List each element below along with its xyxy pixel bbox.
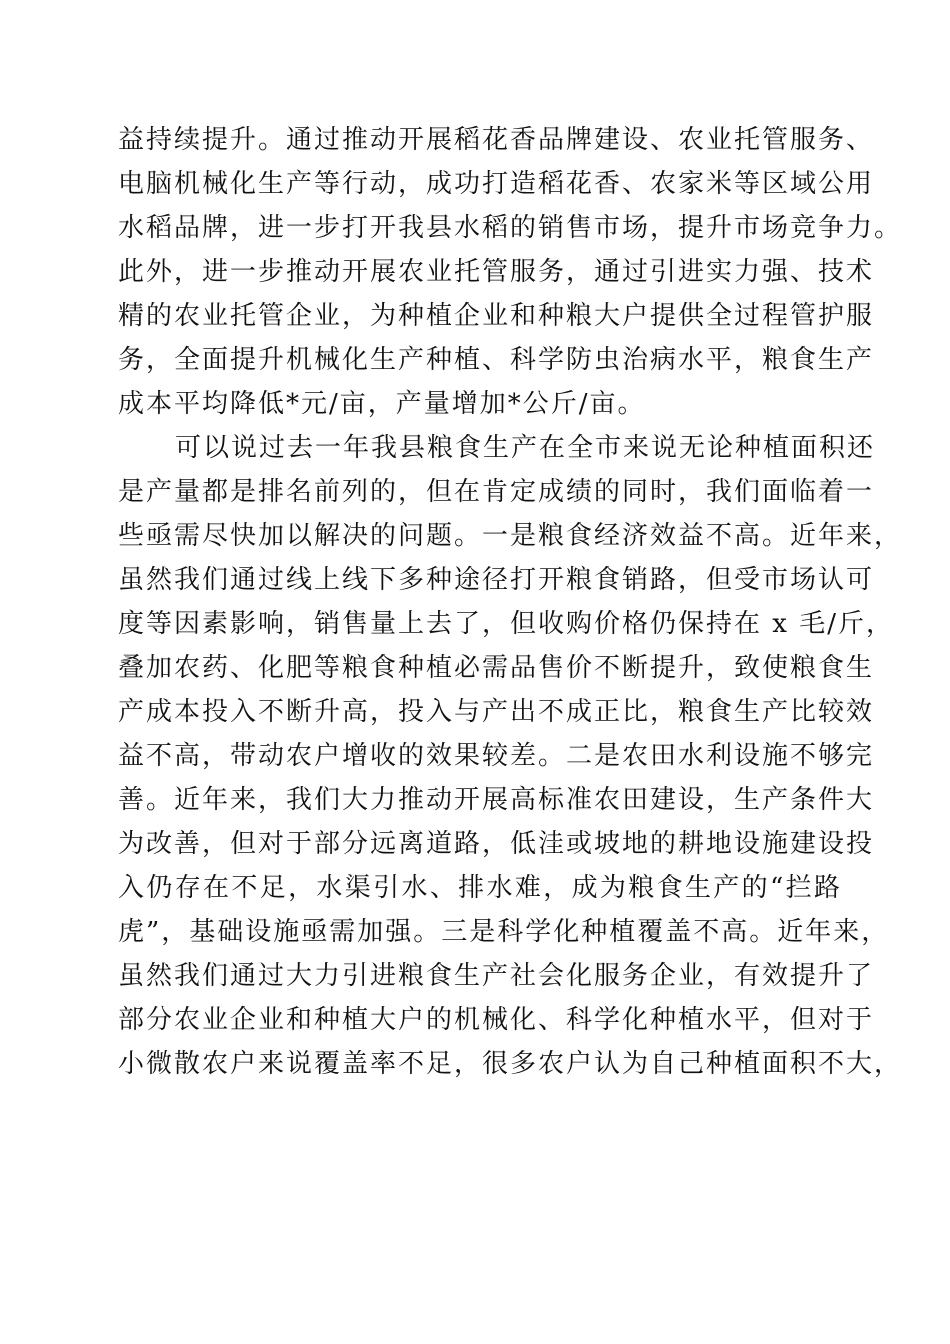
paragraph-2-line: 益不高，带动农户增收的效果较差。二是农田水利设施不够完 (118, 741, 875, 771)
paragraph-1 (118, 118, 903, 426)
paragraph-2-line: 可以说过去一年我县粮食生产在全市来说无论种植面积还 (175, 433, 876, 463)
paragraph-1-line: 精的农业托管企业，为种植企业和种粮大户提供全过程管护服 (118, 301, 875, 331)
paragraph-2-line: 善。近年来，我们大力推动开展高标准农田建设，生产条件大 (118, 785, 875, 815)
paragraph-2-line: 为改善，但对于部分远离道路，低洼或坡地的耕地设施建设投 (118, 829, 875, 859)
paragraph-1-line: 务，全面提升机械化生产种植、科学防虫治病水平，粮食生产 (118, 345, 875, 375)
document-body (118, 118, 903, 1086)
paragraph-2 (118, 426, 903, 1086)
paragraph-1-line: 此外，进一步推动开展农业托管服务，通过引进实力强、技术 (118, 257, 875, 287)
paragraph-1-line: 益持续提升。通过推动开展稻花香品牌建设、农业托管服务、 (118, 125, 875, 155)
paragraph-2-line: 叠加农药、化肥等粮食种植必需品售价不断提升，致使粮食生 (118, 653, 875, 683)
paragraph-2-line: 是产量都是排名前列的，但在肯定成绩的同时，我们面临着一 (118, 477, 875, 507)
paragraph-1-line: 成本平均降低*元/亩，产量增加*公斤/亩。 (118, 389, 646, 419)
paragraph-1-line: 水稻品牌，进一步打开我县水稻的销售市场，提升市场竞争力。 (118, 213, 903, 243)
paragraph-2-line: 产成本投入不断升高，投入与产出不成正比，粮食生产比较效 (118, 697, 875, 727)
paragraph-2-line: 虽然我们通过大力引进粮食生产社会化服务企业，有效提升了 (118, 961, 875, 991)
paragraph-2-line: 小微散农户来说覆盖率不足，很多农户认为自己种植面积不大， (118, 1049, 903, 1079)
paragraph-2-line: 部分农业企业和种植大户的机械化、科学化种植水平，但对于 (118, 1005, 875, 1035)
paragraph-2-line: 入仍存在不足，水渠引水、排水难，成为粮食生产的“拦路 (118, 873, 842, 903)
paragraph-1-line: 电脑机械化生产等行动，成功打造稻花香、农家米等区域公用 (118, 169, 875, 199)
paragraph-2-line: 度等因素影响，销售量上去了，但收购价格仍保持在 x 毛/斤， (118, 609, 894, 639)
paragraph-2-line: 虎”，基础设施亟需加强。三是科学化种植覆盖不高。近年来， (118, 917, 890, 947)
paragraph-2-line: 些亟需尽快加以解决的问题。一是粮食经济效益不高。近年来， (118, 521, 903, 551)
paragraph-2-line: 虽然我们通过线上线下多种途径打开粮食销路，但受市场认可 (118, 565, 875, 595)
